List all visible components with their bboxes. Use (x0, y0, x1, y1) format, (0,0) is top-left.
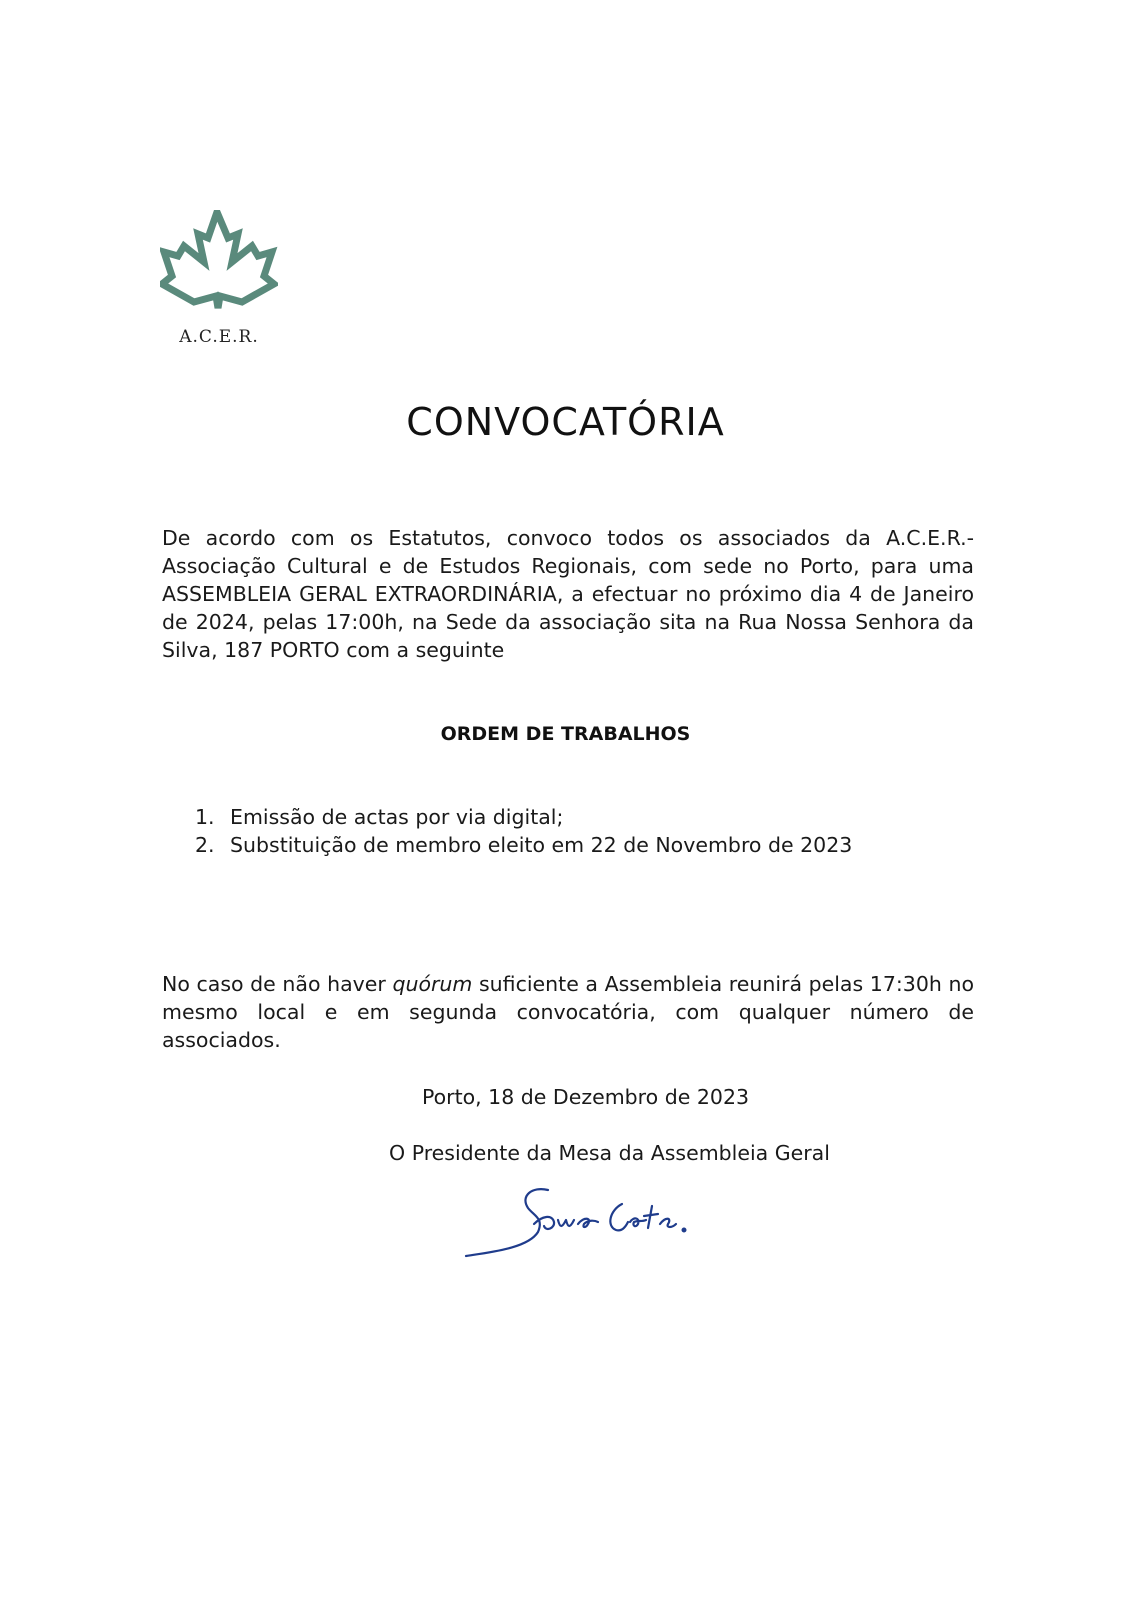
maple-leaf-icon (160, 210, 278, 310)
quorum-text-after: suficiente a Assembleia reunirá pelas 17:30h no mesmo local e em segunda convocatória, com qualquer número de associados. (162, 972, 974, 1052)
intro-paragraph: De acordo com os Estatutos, convoco todos os associados da A.C.E.R.- Associação Cultural e de Estudos Regionais, com sede no Porto, para uma ASSEMBLEIA GERAL EXTRAORDINÁRIA, a efectuar no próximo dia 4 de Janeiro de 2024, pelas 17:00h, na Sede da associação sita na Rua Nossa Senhora da Silva, 187 PORTO com a seguinte (162, 526, 974, 662)
agenda-list (195, 803, 852, 859)
agenda-item (195, 803, 852, 831)
quorum-text-before: No caso de não haver (162, 972, 393, 996)
agenda-item-text: Substituição de membro eleito em 22 de Novembro de 2023 (230, 833, 853, 857)
signer-title: O Presidente da Mesa da Assembleia Geral (389, 1141, 830, 1165)
quorum-paragraph (162, 970, 974, 1054)
agenda-item-number: 1. (195, 805, 215, 829)
handwritten-signature (462, 1180, 702, 1270)
document-title: CONVOCATÓRIA (406, 400, 725, 444)
agenda-title: ORDEM DE TRABALHOS (440, 723, 691, 745)
logo-text: A.C.E.R. (179, 327, 259, 347)
quorum-italic: quórum (392, 972, 473, 996)
acer-logo (160, 210, 278, 350)
agenda-item-text: Emissão de actas por via digital; (230, 805, 564, 829)
agenda-item (195, 831, 852, 859)
place-date: Porto, 18 de Dezembro de 2023 (421, 1085, 750, 1109)
agenda-item-number: 2. (195, 833, 215, 857)
